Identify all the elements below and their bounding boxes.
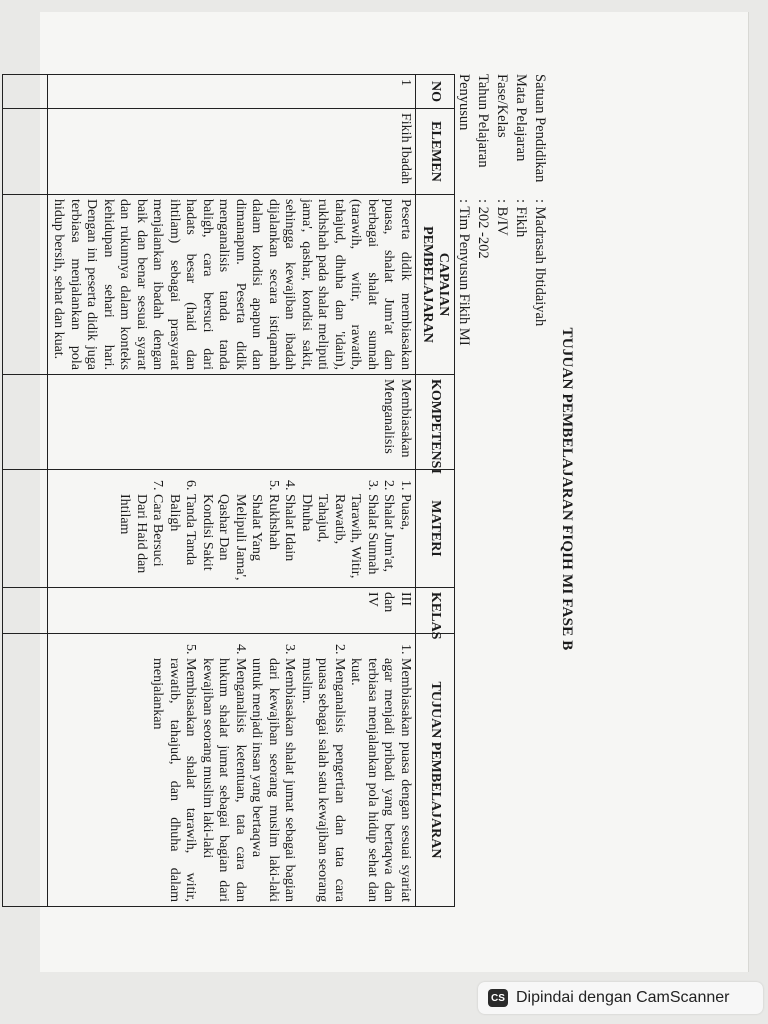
document-meta [454,74,549,346]
tujuan-item: 5. Membiasakan shalat tarawih, witir, rawatib, tahajud, dan dhuha dalam menjalankan [149,658,199,902]
camscanner-logo-icon: CS [488,989,508,1007]
materi-item: 7. Cara Bersuci Dari Haid dan Ihtilam [116,494,166,583]
meta-row-fase [492,74,511,346]
header-kompetensi: KOMPETENSI [416,375,455,470]
empty-cell [3,634,48,907]
table-row-empty [3,75,48,907]
meta-row-mapel [511,74,530,346]
meta-row-tahun [473,74,492,346]
empty-cell [3,195,48,375]
empty-cell [3,588,48,634]
document-title: TUJUAN PEMBELAJARAN FIQIH MI FASE B [559,327,575,651]
meta-label: Fase/Kelas [494,74,510,138]
tujuan-item: 1. Membiasakan puasa dengan sesuai syariat agar menjadi pribadi yang bertaqwa dan terbiasa menjalankan pola hidup sehat dan kuat. [347,658,413,902]
header-materi: MATERI [416,470,455,588]
materi-item: 1. Puasa, [397,494,414,583]
meta-value: : Fikih [513,199,529,238]
rotated-document [50,64,575,914]
meta-value: : 202 -202 [475,199,491,259]
header-elemen: ELEMEN [416,109,455,195]
tujuan-list [149,638,413,902]
materi-list [116,474,413,583]
camscanner-watermark [478,982,763,1014]
meta-label: Mata Pelajaran [513,74,529,162]
meta-row-penyusun [454,74,473,346]
table-header-row [416,75,455,907]
materi-item: 3. Shalat Sunnah Tarawih, Witir, Rawatib, Tahajud, Dhuha [298,494,381,583]
header-tujuan: TUJUAN PEMBELAJARAN [416,634,455,907]
meta-row-satuan [530,74,549,346]
header-no: NO [416,75,455,109]
meta-label: Tahun Pelajaran [475,74,491,168]
scanned-page [40,12,749,972]
materi-item: 5. Rukhshah Shalat Yang Melipuli Jama', Qashar Dan Kondisi Sakit [199,494,282,583]
cell-no: 1 [48,75,416,109]
tujuan-item: 4. Menganalisis ketentuan, tata cara dan hukum shalat jumat sebagai bagian dari kewajiban seorang muslim laki-laki [199,658,249,902]
kompetensi-item: Menganalisis [381,379,397,454]
learning-objectives-table [2,74,455,907]
empty-cell [3,375,48,470]
cell-capaian: Peserta didik membiasakan puasa, shalat Jum'at dan berbagai shalat sunnah (tarawih, witir, rawatib, tahajud, dhuha dan 'idain), rukhshah pada shalat meliputi jama', qashar, kondisi sakit, sehingga kewajiban ibadah dijalankan secara istiqamah dalam kondisi apapun dan dimanapun. Peserta didik menganalisis tanda tanda baligh, cara bersuci dari hadats besar (haid dan ihtilam) sebagai prasyarat menjalankan ibadah dengan baik dan benar sesuai syarat dan rukunnya dalam konteks kehidupan sehari hari. Dengan ini peserta didik juga terbiasa menjalankan pola hidup bersih, sehat dan kuat. [48,195,416,375]
cell-tujuan [48,634,416,907]
meta-label: Satuan Pendidikan [532,74,548,183]
meta-value: : B/IV [494,199,510,236]
header-capaian: CAPAIAN PEMBELAJARAN [416,195,455,375]
tujuan-item: 3. Membiasakan shalat jumat sebagai bagian dari kewajiban seorang muslim laki-laki untuk menjadi insan yang bertaqwa [248,658,298,902]
tujuan-item: 2. Menganalisis pengertian dan tata cara puasa sebagai salah satu kewajiban seorang muslim. [298,658,348,902]
table-row [48,75,416,907]
materi-item: 4. Shalat Idain [281,494,298,583]
empty-cell [3,75,48,109]
materi-item: 6. Tanda Tanda Baligh [166,494,199,583]
header-kelas: KELAS [416,588,455,634]
cell-materi [48,470,416,588]
meta-label: Penyusun [456,74,472,131]
kompetensi-item: Membiasakan [398,379,413,458]
empty-cell [3,470,48,588]
cell-elemen: Fikih Ibadah [48,109,416,195]
meta-value: : Madrasah Ibtidaiyah [532,199,548,327]
empty-cell [3,109,48,195]
camscanner-text: Dipindai dengan CamScanner [516,989,730,1006]
materi-item: 2. Shalat Jum'at, [380,494,397,583]
meta-value: : Tim Penyusun Fikih MI [456,199,472,346]
cell-kompetensi [48,375,416,470]
cell-kelas: III dan IV [48,588,416,634]
